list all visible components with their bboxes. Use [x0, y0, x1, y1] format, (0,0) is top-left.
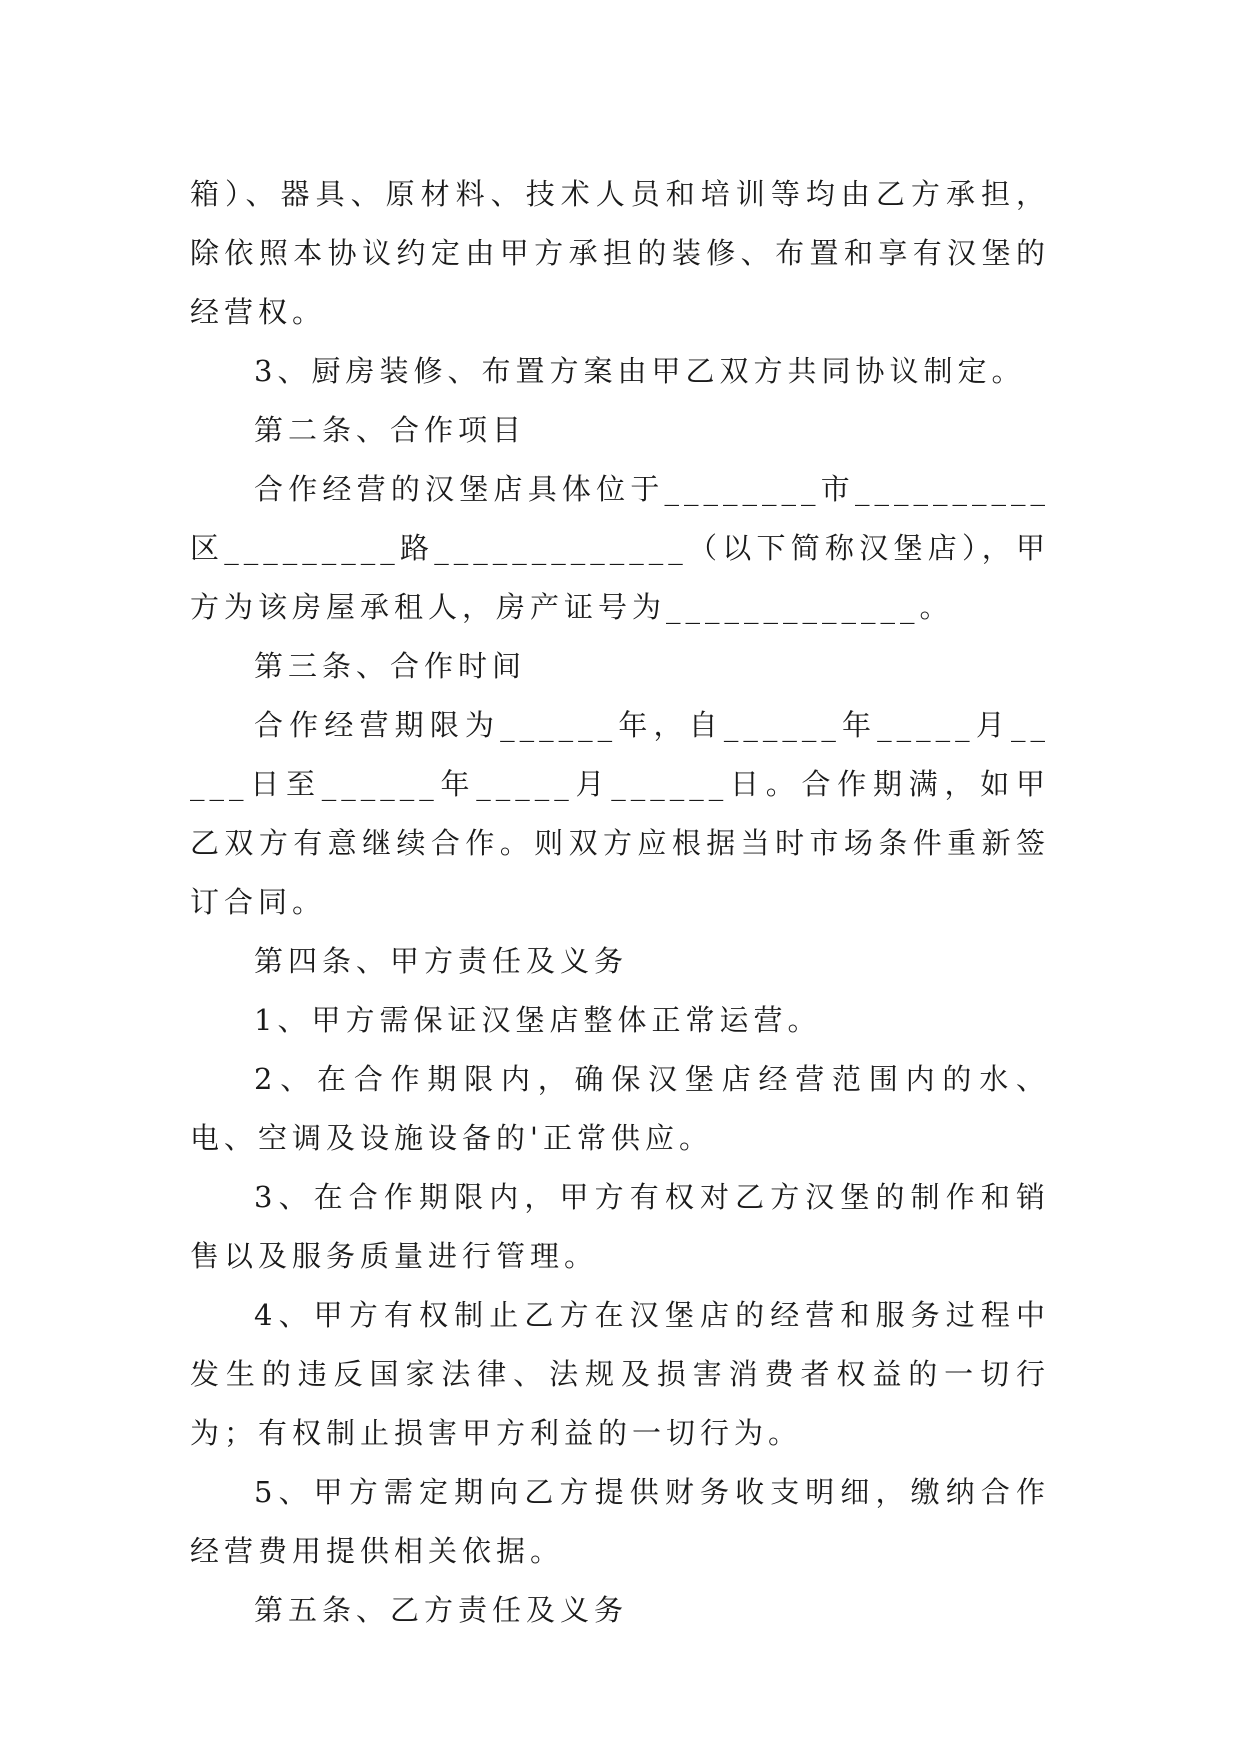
article-3-heading: 第三条、合作时间: [254, 649, 527, 683]
party-a-duty-1: 1、甲方需保证汉堡店整体正常运营。: [254, 1003, 822, 1037]
paragraph-cooperation-term: 合作经营期限为______年，自______年_____月_____日至______年_____月______日。合作期满，如甲乙双方有意继续合作。则双方应根据当时市场条件重新签订合同。: [190, 708, 1050, 919]
paragraph-continuation: 箱）、器具、原材料、技术人员和培训等均由乙方承担，除依照本协议约定由甲方承担的装修、布置和享有汉堡的经营权。: [190, 177, 1050, 329]
paragraph-store-location: 合作经营的汉堡店具体位于________市__________区_________路_____________（以下简称汉堡店），甲方为该房屋承租人，房产证号为_____________。: [190, 472, 1050, 624]
party-a-duty-3: 3、在合作期限内，甲方有权对乙方汉堡的制作和销售以及服务质量进行管理。: [190, 1180, 1050, 1273]
article-2-heading: 第二条、合作项目: [254, 413, 527, 447]
party-a-duty-4: 4、甲方有权制止乙方在汉堡店的经营和服务过程中发生的违反国家法律、法规及损害消费者权益的一切行为；有权制止损害甲方利益的一切行为。: [190, 1298, 1050, 1450]
paragraph-kitchen-plan: 3、厨房装修、布置方案由甲乙双方共同协议制定。: [254, 354, 1026, 388]
article-4-heading: 第四条、甲方责任及义务: [254, 944, 629, 978]
party-a-duty-2: 2、在合作期限内，确保汉堡店经营范围内的水、电、空调及设施设备的'正常供应。: [190, 1062, 1050, 1155]
article-5-heading: 第五条、乙方责任及义务: [254, 1593, 629, 1627]
document-body: [190, 165, 1050, 1640]
party-a-duty-5: 5、甲方需定期向乙方提供财务收支明细，缴纳合作经营费用提供相关依据。: [190, 1475, 1050, 1568]
